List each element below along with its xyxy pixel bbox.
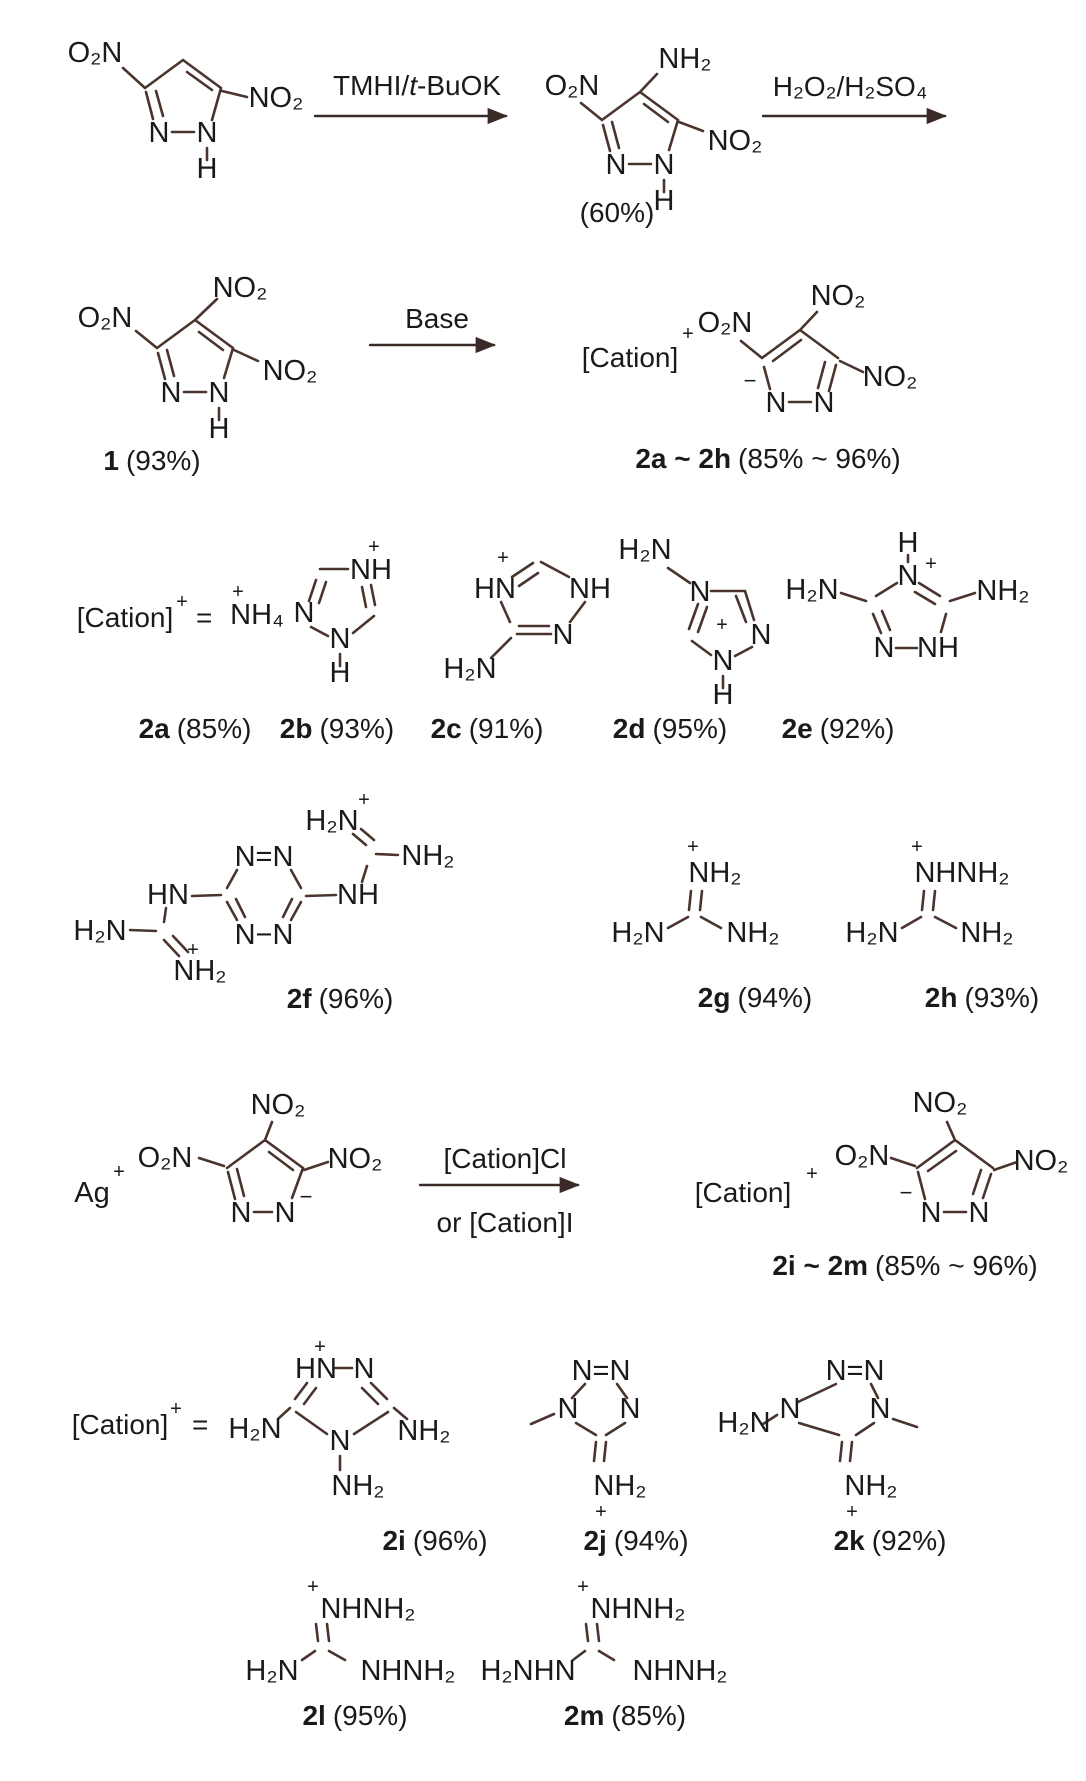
atom-label: N=N bbox=[825, 1355, 885, 1387]
salt-label: 2a ~ 2h (85% ~ 96%) bbox=[635, 443, 901, 474]
plus-charge: + bbox=[716, 614, 728, 636]
reagent-label: H₂O₂/H₂SO₄ bbox=[772, 71, 928, 102]
reaction-arrow-base bbox=[370, 303, 494, 345]
plus-charge: + bbox=[232, 581, 244, 603]
compound-label: 1 (93%) bbox=[103, 445, 201, 476]
atom-label: NO₂ bbox=[912, 1087, 968, 1119]
cation-2d-aminotriazolium bbox=[618, 534, 771, 711]
atom-label: Ag bbox=[74, 1177, 110, 1209]
reaction-arrow-2 bbox=[763, 71, 945, 116]
bond-lines bbox=[741, 312, 863, 402]
reagent-label: TMHI/t-BuOK bbox=[333, 70, 502, 101]
atom-label: NH₂ bbox=[397, 1415, 451, 1447]
compound-label: 2e (92%) bbox=[781, 713, 895, 744]
atom-label: N bbox=[196, 117, 218, 149]
atom-label: HN bbox=[474, 573, 516, 605]
atom-label: NH₂ bbox=[173, 955, 227, 987]
cation-2i-triaminotriazolium bbox=[228, 1336, 487, 1556]
atom-label: NHNH₂ bbox=[320, 1593, 416, 1625]
molecule-dinitropyrazole bbox=[68, 37, 304, 185]
atom-label: H₂N bbox=[611, 917, 665, 949]
atom-label: NH₂ bbox=[658, 43, 712, 75]
atom-label: NH bbox=[569, 573, 611, 605]
atom-label: N bbox=[873, 632, 895, 664]
atom-label: N bbox=[765, 387, 787, 419]
atom-label: N bbox=[712, 645, 734, 677]
atom-label: NH₂ bbox=[688, 857, 742, 889]
cation-label: [Cation] bbox=[694, 1177, 792, 1208]
bond-lines bbox=[531, 1384, 627, 1461]
plus-charge: + bbox=[846, 1501, 858, 1523]
cation-label: [Cation] bbox=[581, 342, 679, 373]
atom-label: NH bbox=[917, 632, 959, 664]
molecule-amino-dinitropyrazole bbox=[545, 43, 763, 228]
atom-label: N bbox=[230, 1197, 252, 1229]
atom-label: N bbox=[274, 1197, 296, 1229]
compound-label: 2j (94%) bbox=[583, 1525, 689, 1556]
atom-label: NH bbox=[350, 554, 392, 586]
bond-lines bbox=[136, 299, 258, 420]
atom-label: N=N bbox=[571, 1355, 631, 1387]
atom-label: NH bbox=[337, 879, 379, 911]
atom-label: H bbox=[196, 153, 218, 185]
atom-label: NHNH₂ bbox=[360, 1655, 456, 1687]
atom-label: NH₂ bbox=[593, 1470, 647, 1502]
atom-label: N bbox=[813, 387, 835, 419]
cation-2b-triazolium bbox=[294, 536, 392, 689]
atom-label: NHNH₂ bbox=[914, 857, 1010, 889]
molecule-salt-2a-2h bbox=[582, 280, 918, 474]
reagent-label: or [Cation]I bbox=[436, 1207, 574, 1238]
atom-label: O₂N bbox=[544, 70, 600, 102]
cation-2c-aminotriazolium bbox=[443, 547, 611, 685]
atom-label: H bbox=[897, 527, 919, 559]
compound-label: 2l (95%) bbox=[302, 1700, 408, 1731]
atom-label: H bbox=[653, 185, 675, 217]
plus-charge: + bbox=[497, 547, 509, 569]
cation-label: [Cation] bbox=[71, 1409, 169, 1440]
atom-label: NO₂ bbox=[327, 1143, 383, 1175]
atom-label: NO₂ bbox=[1013, 1145, 1069, 1177]
atom-label: N bbox=[750, 619, 772, 651]
compound-label: 2i (96%) bbox=[382, 1525, 488, 1556]
atom-label: N bbox=[897, 560, 919, 592]
atom-label: N bbox=[869, 1393, 891, 1425]
bond-lines bbox=[668, 568, 754, 688]
plus-charge: + bbox=[682, 323, 694, 345]
reaction-arrow-1 bbox=[315, 70, 506, 116]
atom-label: NH₄ bbox=[230, 599, 284, 631]
cation-2g-guanidinium bbox=[611, 836, 812, 1013]
atom-label: N bbox=[552, 619, 574, 651]
atom-label: N=N bbox=[234, 841, 294, 873]
atom-label: NO₂ bbox=[810, 280, 866, 312]
compound-label: 2f (96%) bbox=[286, 983, 394, 1014]
molecule-trinitropyrazole-1 bbox=[78, 272, 318, 476]
plus-charge: + bbox=[170, 1398, 182, 1420]
cation-2h-aminoguanidinium bbox=[845, 836, 1039, 1013]
compound-label: 2d (95%) bbox=[612, 713, 728, 744]
compound-label: 2a (85%) bbox=[138, 713, 252, 744]
atom-label: O₂N bbox=[77, 302, 133, 334]
atom-label: O₂N bbox=[834, 1140, 890, 1172]
plus-charge: + bbox=[911, 836, 923, 858]
bond-lines bbox=[302, 1624, 345, 1660]
atom-label: H bbox=[329, 657, 351, 689]
atom-label: N−N bbox=[234, 919, 294, 951]
atom-label: N bbox=[148, 117, 170, 149]
atom-label: H₂N bbox=[443, 653, 497, 685]
reagent-label: Base bbox=[405, 303, 469, 334]
cation-list-1-heading bbox=[77, 591, 213, 633]
cation-2a-ammonium bbox=[230, 581, 284, 631]
atom-label: H₂N bbox=[618, 534, 672, 566]
equals-sign: = bbox=[196, 602, 213, 633]
plus-charge: + bbox=[595, 1501, 607, 1523]
plus-charge: + bbox=[806, 1163, 818, 1185]
atom-label: N bbox=[920, 1197, 942, 1229]
atom-label: H₂N bbox=[73, 915, 127, 947]
atom-label: O₂N bbox=[67, 37, 123, 69]
bond-lines bbox=[573, 1624, 614, 1660]
cation-2k-aminomethyltetrazolium bbox=[717, 1355, 946, 1556]
plus-charge: + bbox=[358, 789, 370, 811]
atom-label: NH₂ bbox=[976, 575, 1030, 607]
atom-label: NH₂ bbox=[401, 840, 455, 872]
cation-labels-row-1 bbox=[139, 713, 895, 744]
atom-label: NH₂ bbox=[844, 1470, 898, 1502]
plus-charge: + bbox=[113, 1161, 125, 1183]
atom-label: N bbox=[779, 1393, 801, 1425]
atom-label: N bbox=[653, 149, 675, 181]
atom-label: H₂N bbox=[228, 1413, 282, 1445]
atom-label: H bbox=[208, 413, 230, 445]
atom-label: NO₂ bbox=[707, 125, 763, 157]
atom-label: H bbox=[712, 679, 734, 711]
atom-label: H₂N bbox=[305, 805, 359, 837]
atom-label: N bbox=[329, 623, 351, 655]
minus-charge: − bbox=[899, 1180, 913, 1205]
plus-charge: + bbox=[307, 1576, 319, 1598]
cation-list-2-heading bbox=[72, 1398, 209, 1440]
atom-label: NH₂ bbox=[726, 917, 780, 949]
atom-label: H₂N bbox=[245, 1655, 299, 1687]
plus-charge: + bbox=[314, 1336, 326, 1358]
atom-label: N bbox=[208, 377, 230, 409]
atom-label: N bbox=[689, 576, 711, 608]
compound-label: 2b (93%) bbox=[279, 713, 395, 744]
minus-charge: − bbox=[299, 1184, 313, 1209]
atom-label: N bbox=[968, 1197, 990, 1229]
atom-label: NHNH₂ bbox=[632, 1655, 728, 1687]
plus-charge: + bbox=[687, 836, 699, 858]
plus-charge: + bbox=[176, 591, 188, 613]
atom-label: N bbox=[605, 149, 627, 181]
atom-label: N bbox=[329, 1425, 351, 1457]
compound-label: 2m (85%) bbox=[563, 1700, 687, 1731]
atom-label: H₂NHN bbox=[480, 1655, 576, 1687]
molecule-silver-trinitropyrazolate bbox=[74, 1089, 382, 1229]
atom-label: O₂N bbox=[697, 307, 753, 339]
reagent-label: [Cation]Cl bbox=[443, 1143, 567, 1174]
atom-label: HN bbox=[295, 1353, 337, 1385]
cation-label: [Cation] bbox=[76, 602, 174, 633]
atom-label: NHNH₂ bbox=[590, 1593, 686, 1625]
atom-label: NH₂ bbox=[331, 1470, 385, 1502]
equals-sign: = bbox=[192, 1409, 209, 1440]
atom-label: NO₂ bbox=[250, 1089, 306, 1121]
atom-label: N bbox=[557, 1393, 579, 1425]
yield-label: (60%) bbox=[579, 197, 655, 228]
atom-label: NO₂ bbox=[248, 82, 304, 114]
atom-label: N bbox=[619, 1393, 641, 1425]
atom-label: N bbox=[293, 597, 315, 629]
atom-label: H₂N bbox=[845, 917, 899, 949]
minus-charge: − bbox=[743, 368, 757, 393]
plus-charge: + bbox=[577, 1576, 589, 1598]
reaction-arrow-metathesis bbox=[420, 1143, 578, 1238]
atom-label: N bbox=[160, 377, 182, 409]
compound-label: 2g (94%) bbox=[697, 982, 813, 1013]
atom-label: H₂N bbox=[785, 574, 839, 606]
bond-lines bbox=[123, 60, 247, 160]
bond-lines bbox=[902, 891, 956, 928]
bond-lines bbox=[668, 891, 721, 928]
cation-2e-diaminotriazolium bbox=[785, 527, 1029, 664]
atom-label: NO₂ bbox=[212, 272, 268, 304]
compound-label: 2c (91%) bbox=[430, 713, 544, 744]
compound-label: 2k (92%) bbox=[833, 1525, 947, 1556]
cation-2m-triaminoguanidinium bbox=[480, 1576, 727, 1731]
molecule-salt-2i-2m bbox=[695, 1087, 1069, 1281]
plus-charge: + bbox=[925, 553, 937, 575]
cation-2j-dimethyltetrazolium bbox=[531, 1355, 689, 1556]
atom-label: N bbox=[353, 1353, 375, 1385]
compound-label: 2h (93%) bbox=[924, 982, 1040, 1013]
atom-label: H₂N bbox=[717, 1407, 771, 1439]
cation-2f-tetrazine-bisguanidinium bbox=[73, 789, 454, 1014]
atom-label: NO₂ bbox=[262, 355, 318, 387]
atom-label: NO₂ bbox=[862, 361, 918, 393]
plus-charge: + bbox=[187, 939, 199, 961]
cation-2l-diaminoguanidinium bbox=[245, 1576, 455, 1731]
atom-label: NH₂ bbox=[960, 917, 1014, 949]
plus-charge: + bbox=[368, 536, 380, 558]
atom-label: HN bbox=[147, 879, 189, 911]
atom-label: O₂N bbox=[137, 1142, 193, 1174]
salt-label: 2i ~ 2m (85% ~ 96%) bbox=[772, 1250, 1038, 1281]
